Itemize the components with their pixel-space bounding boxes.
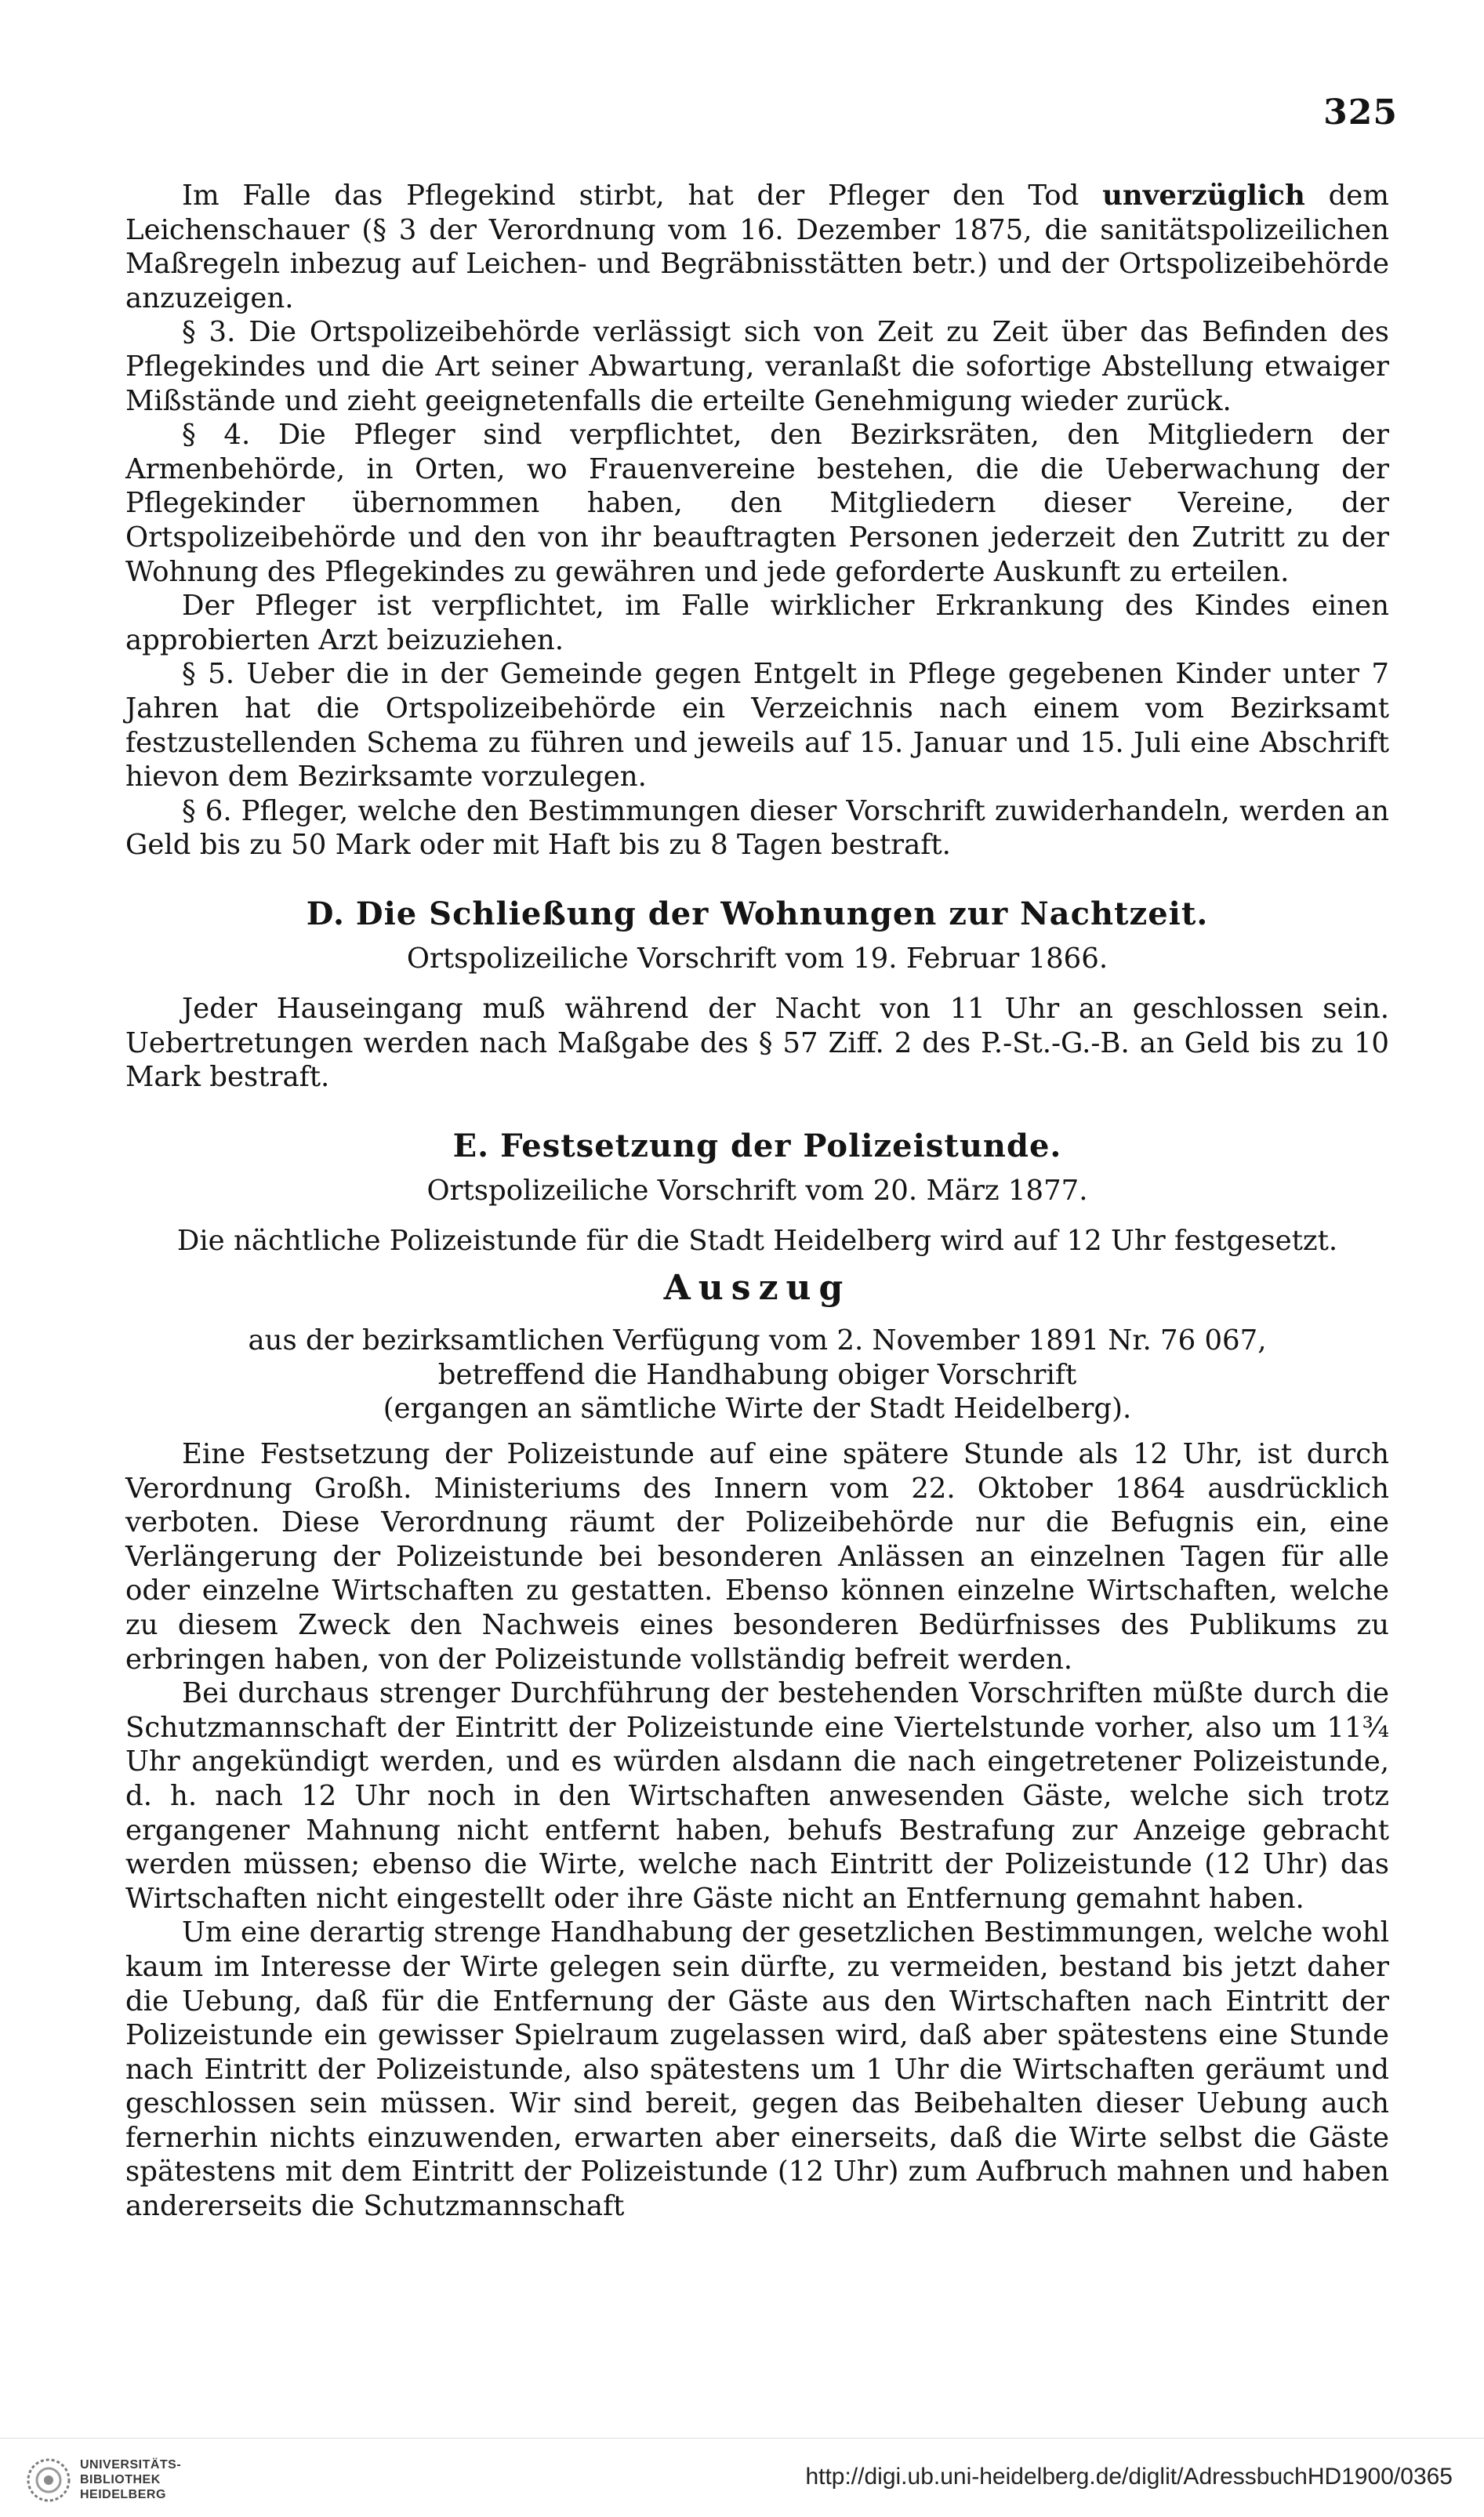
auszug-subject-line: betreffend die Handhabung obiger Vorschrift xyxy=(437,1358,1077,1391)
auszug-paragraph-1: Eine Festsetzung der Polizeistunde auf eine spätere Stunde als 12 Uhr, ist durch Verordnung Großh. Ministeriums des Innern vom 22. Oktober 1864 ausdrücklich verboten. Diese Verordnung räumt der Polizeibehörde nur die Befugnis ein, eine Verlängerung der Polizeistunde bei besonderen Anlässen an einzelnen Tagen für alle oder einzelne Wirtschaften zu gestatten. Ebenso können einzelne Wirtschaften, welche zu diesem Zweck den Nachweis eines besonderen Bedürfnisses des Publikums zu erbringen haben, von der Polizeistunde vollständig befreit werden. xyxy=(125,1438,1389,1676)
library-logo-text: UNIVERSITÄTS- BIBLIOTHEK HEIDELBERG xyxy=(80,2458,182,2501)
auszug-recipient-line: (ergangen an sämtliche Wirte der Stadt Heidelberg). xyxy=(383,1393,1132,1426)
auszug-title: Auszug xyxy=(663,1267,851,1308)
auszug-source-line: aus der bezirksamtlichen Verfügung vom 2. November 1891 Nr. 76 067, xyxy=(248,1324,1267,1357)
section-e-subtitle: Ortspolizeiliche Vorschrift vom 20. März 1877. xyxy=(426,1175,1088,1208)
paragraph-pfleger-duty: Der Pfleger ist verpflichtet, im Falle wirklicher Erkrankung des Kindes einen approbierten Arzt beizuziehen. xyxy=(125,590,1389,656)
library-emblem-icon xyxy=(27,2458,71,2502)
footer-bar xyxy=(0,2438,1484,2517)
source-url-link[interactable]: http://digi.ub.uni-heidelberg.de/diglit/AdressbuchHD1900/0365 xyxy=(805,2464,1453,2490)
auszug-paragraph-3: Um eine derartig strenge Handhabung der gesetzlichen Bestimmungen, welche wohl kaum im Interesse der Wirte gelegen sein dürfte, zu vermeiden, bestand bis jetzt daher die Uebung, daß für die Entfernung der Gäste aus den Wirtschaften nach Eintritt der Polizeistunde ein gewisser Spielraum zugelassen wird, daß aber spätestens eine Stunde nach Eintritt der Polizeistunde, also spätestens um 1 Uhr die Wirtschaften geräumt und geschlossen sein müssen. Wir sind bereit, gegen das Beibehalten dieser Uebung auch fernerhin nichts einzuwenden, erwarten aber einerseits, daß die Wirte selbst die Gäste spätestens mit dem Eintritt der Polizeistunde (12 Uhr) zum Aufbruch mahnen und haben andererseits die Schutzmannschaft xyxy=(125,1916,1389,2223)
section-e-heading: E. Festsetzung der Polizeistunde. xyxy=(452,1127,1062,1164)
paragraph-section-4: § 4. Die Pfleger sind verpflichtet, den Bezirksräten, den Mitgliedern der Armenbehörde, in Orten, wo Frauenvereine bestehen, die die Ueberwachung der Pflegekinder übernommen haben, den Mitgliedern dieser Vereine, der Ortspolizeibehörde und den von ihr beauftragten Personen jederzeit den Zutritt zu der Wohnung des Pflegekindes zu gewähren und jede geforderte Auskunft zu erteilen. xyxy=(125,419,1389,588)
paragraph-section-5: § 5. Ueber die in der Gemeinde gegen Entgelt in Pflege gegebenen Kinder unter 7 Jahren hat die Ortspolizeibehörde ein Verzeichnis nach einem vom Bezirksamt festzustellenden Schema zu führen und jeweils auf 15. Januar und 15. Juli eine Abschrift hievon dem Bezirksamte vorzulegen. xyxy=(125,658,1389,794)
section-d-body: Jeder Hauseingang muß während der Nacht von 11 Uhr an geschlossen sein. Uebertretungen werden nach Maßgabe des § 57 Ziff. 2 des P.-St.-G.-B. an Geld bis zu 10 Mark bestraft. xyxy=(125,993,1389,1094)
page-number: 325 xyxy=(1323,93,1398,133)
paragraph-section-3: § 3. Die Ortspolizeibehörde verlässigt sich von Zeit zu Zeit über das Befinden des Pflegekindes und die Art seiner Abwartung, veranlaßt die sofortige Abstellung etwaiger Mißstände und zieht geeignetenfalls die erteilte Genehmigung wieder zurück. xyxy=(125,316,1389,417)
emphasis-unverzueglich: unverzüglich xyxy=(1102,180,1305,212)
paragraph-death-notice: Im Falle das Pflegekind stirbt, hat der Pfleger den Tod unverzüglich dem Leichenschauer (§ 3 der Verordnung vom 16. Dezember 1875, die sanitätspolizeilichen Maßregeln inbezug auf Leichen- und Begräbnisstätten betr.) und der Ortspolizeibehörde anzuzeigen. xyxy=(125,180,1389,314)
section-e-body: Die nächtliche Polizeistunde für die Stadt Heidelberg wird auf 12 Uhr festgesetzt. xyxy=(176,1225,1338,1258)
library-logo[interactable] xyxy=(27,2457,181,2502)
section-d-heading: D. Die Schließung der Wohnungen zur Nachtzeit. xyxy=(306,895,1209,932)
paragraph-section-6: § 6. Pfleger, welche den Bestimmungen dieser Vorschrift zuwiderhandeln, werden an Geld bis zu 50 Mark oder mit Haft bis zu 8 Tagen bestraft. xyxy=(125,794,1389,862)
document-body xyxy=(125,179,1389,2224)
section-d-subtitle: Ortspolizeiliche Vorschrift vom 19. Februar 1866. xyxy=(406,943,1108,975)
auszug-paragraph-2: Bei durchaus strenger Durchführung der bestehenden Vorschriften müßte durch die Schutzmannschaft der Eintritt der Polizeistunde eine Viertelstunde vorher, also um 11¾ Uhr angekündigt werden, und es würden alsdann die nach eingetretener Polizeistunde, d. h. nach 12 Uhr noch in den Wirtschaften anwesenden Gäste, welche sich trotz ergangener Mahnung nicht entfernt haben, behufs Bestrafung zur Anzeige gebracht werden müssen; ebenso die Wirte, welche nach Eintritt der Polizeistunde (12 Uhr) das Wirtschaften nicht eingestellt oder ihre Gäste nicht an Entfernung gemahnt haben. xyxy=(125,1677,1389,1915)
